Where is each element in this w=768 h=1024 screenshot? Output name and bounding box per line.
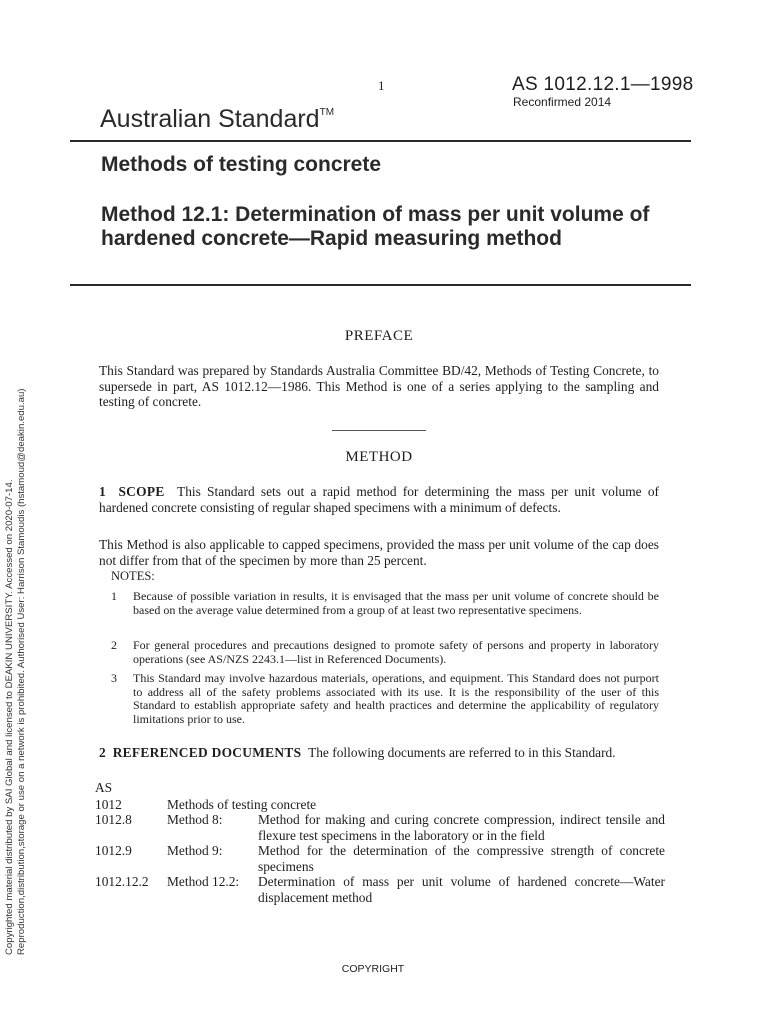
reference-method: Method 8: xyxy=(167,812,223,827)
references-group: AS xyxy=(95,780,113,795)
preface-heading: PREFACE xyxy=(344,328,414,344)
scope-paragraph xyxy=(99,484,659,515)
note-text: This Standard may involve hazardous materials, operations, and equipment. This Standard does not purport to address all of the safety problems associated with its use. It is the responsibility of the user of this Standard to establish appropriate safety and health practices and determine the applicability of regulatory limitations prior to use. xyxy=(133,671,659,726)
reconfirmed-note: Reconfirmed 2014 xyxy=(513,95,612,109)
references-number: 2 xyxy=(99,745,106,760)
method-heading: METHOD xyxy=(345,449,413,465)
brand-text: Australian Standard xyxy=(100,105,320,133)
reference-description: Determination of mass per unit volume of hardened concrete—Water displacement method xyxy=(258,874,665,905)
standard-number: AS 1012.12.1—1998 xyxy=(512,74,694,95)
notes-label: NOTES: xyxy=(111,569,155,583)
reference-method: Method 9: xyxy=(167,843,223,858)
series-title: Methods of testing concrete xyxy=(101,153,382,176)
header-rule-top xyxy=(70,140,691,142)
trademark-mark: TM xyxy=(319,107,335,118)
header-rule-bottom xyxy=(70,284,691,286)
reference-row xyxy=(95,797,665,813)
page-number: 1 xyxy=(378,78,385,93)
license-watermark xyxy=(4,355,28,955)
reference-method: Method 12.2: xyxy=(167,874,240,889)
references-title: REFERENCED DOCUMENTS xyxy=(112,745,302,760)
license-line-1: Copyrighted material distributed by SAI Global and licensed to DEAKIN UNIVERSITY. Accessed on 2020-07-14. xyxy=(4,479,15,955)
reference-title: Methods of testing concrete xyxy=(167,796,317,812)
note-text: Because of possible variation in results, it is envisaged that the mass per unit volume of concrete should be based on the average value determined from a group of at least two representative specimens. xyxy=(133,589,659,617)
reference-row xyxy=(95,874,665,905)
reference-code: 1012.8 xyxy=(95,812,132,827)
copyright-footer: COPYRIGHT xyxy=(341,963,405,975)
scope-title: SCOPE xyxy=(118,484,165,499)
note-number: 1 xyxy=(111,589,117,603)
note-number: 3 xyxy=(111,671,117,685)
scope-text: This Standard sets out a rapid method for determining the mass per unit volume of hardened concrete consisting of regular shaped specimens with a minimum of defects. xyxy=(99,484,659,515)
license-line-2: Reproduction,distribution,storage or use on a network is prohibited. Authorised User: Harrison Stamoudis (hstamoud@deakin.edu.au) xyxy=(16,388,27,955)
note-item xyxy=(111,639,659,666)
scope-text-capped: This Method is also applicable to capped specimens, provided the mass per unit volume of the cap does not differ from that of the specimen by more than 25 percent. xyxy=(99,537,659,568)
reference-row xyxy=(95,812,665,843)
note-item xyxy=(111,590,659,617)
section-divider xyxy=(332,430,426,431)
reference-code: 1012.12.2 xyxy=(95,874,149,889)
reference-description: Method for the determination of the compressive strength of concrete specimens xyxy=(258,843,665,874)
reference-code: 1012.9 xyxy=(95,843,132,858)
reference-code: 1012 xyxy=(95,796,122,812)
method-title: Method 12.1: Determination of mass per unit volume of hardened concrete—Rapid measuring method xyxy=(101,203,650,250)
note-item xyxy=(111,672,659,726)
note-text: For general procedures and precautions designed to promote safety of persons and property in laboratory operations (see AS/NZS 2243.1—list in Referenced Documents). xyxy=(133,638,659,666)
reference-description: Method for making and curing concrete compression, indirect tensile and flexure test specimens in the laboratory or in the field xyxy=(258,812,665,843)
scope-number: 1 xyxy=(99,484,106,499)
preface-text: This Standard was prepared by Standards Australia Committee BD/42, Methods of Testing Concrete, to supersede in part, AS 1012.12—1986. This Method is one of a series applying to the sampling and testing of concrete. xyxy=(99,363,659,409)
note-number: 2 xyxy=(111,638,117,652)
references-list xyxy=(95,780,665,905)
standard-brand xyxy=(100,105,334,134)
reference-row xyxy=(95,843,665,874)
references-text: The following documents are referred to in this Standard. xyxy=(308,745,616,760)
references-paragraph xyxy=(99,745,659,761)
